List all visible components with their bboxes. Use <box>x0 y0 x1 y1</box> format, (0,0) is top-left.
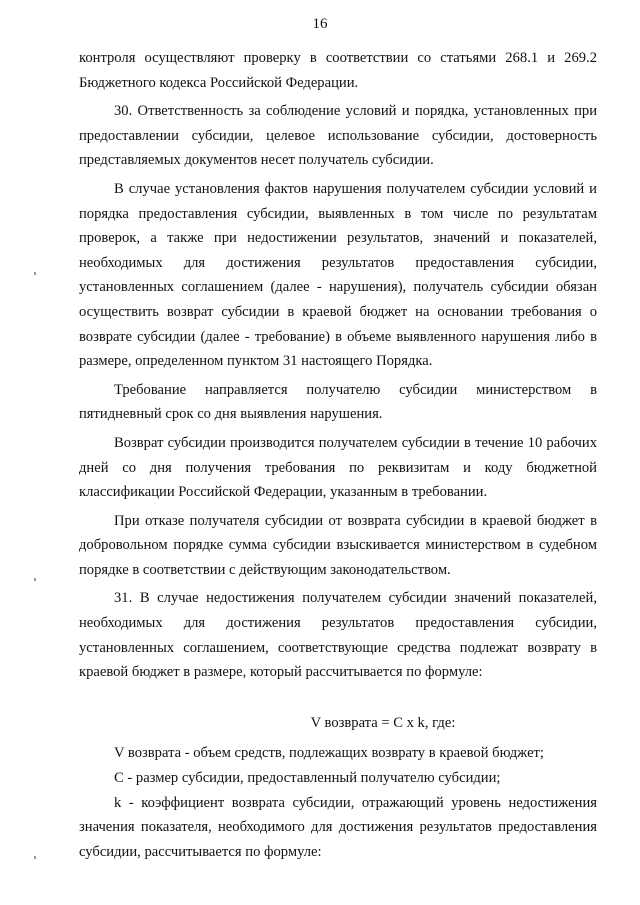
return-formula: V возврата = C x k, где: <box>310 714 456 731</box>
paragraph-refusal: При отказе получателя субсидии от возврата субсидии в краевой бюджет в добровольном порядке сумма субсидии взыскивается министерством в судебном порядке в соответствии с действующим законодательством. <box>79 512 597 578</box>
document-body <box>79 46 597 864</box>
paragraph-return: Возврат субсидии производится получателем субсидии в течение 10 рабочих дней со дня получения требования по реквизитам и коду бюджетной классификации Российской Федерации, указанным в требовании. <box>79 434 597 501</box>
definition-k-coefficient: k - коэффициент возврата субсидии, отражающий уровень недостижения значения показателя, необходимого для достижения результатов предоставления субсидии, рассчитывается по формуле: <box>79 794 597 860</box>
definition-v-return: V возврата - объем средств, подлежащих возврату в краевой бюджет; <box>114 745 544 762</box>
scan-artifact-mark <box>34 578 36 581</box>
definition-c-subsidy: C - размер субсидии, предоставленный получателю субсидии; <box>114 770 501 787</box>
scan-artifact-mark <box>34 856 36 859</box>
paragraph-continuation: контроля осуществляют проверку в соответствии со статьями 268.1 и 269.2 Бюджетного кодекса Российской Федерации. <box>79 50 597 91</box>
paragraph-31-non-achievement: 31. В случае недостижения получателем субсидии значений показателей, необходимых для достижения результатов предоставления субсидии, установленных соглашением, соответствующие средства подлежат возврату в краевой бюджет в размере, который рассчитывается по формуле: <box>79 590 597 681</box>
paragraph-requirement: Требование направляется получателю субсидии министерством в пятидневный срок со дня выявления нарушения. <box>79 381 597 423</box>
paragraph-violation: В случае установления фактов нарушения получателем субсидии условий и порядка предоставления субсидии, выявленных в том числе по результатам проверок, а также при недостижении результатов, значений и показателей, необходимых для достижения результатов предоставления субсидии, установленных соглашением (далее - нарушения), получатель субсидии обязан осуществить возврат субсидии в краевой бюджет на основании требования о возврате субсидии (далее - требование) в объеме выявленного нарушения либо в размере, определенном пунктом 31 настоящего Порядка. <box>79 180 597 370</box>
paragraph-30-responsibility: 30. Ответственность за соблюдение условий и порядка, установленных при предоставлении субсидии, целевое использование субсидии, достоверность представляемых документов несет получатель субсидии. <box>79 103 597 169</box>
page-number: 16 <box>312 16 328 32</box>
scan-artifact-mark <box>34 272 36 275</box>
